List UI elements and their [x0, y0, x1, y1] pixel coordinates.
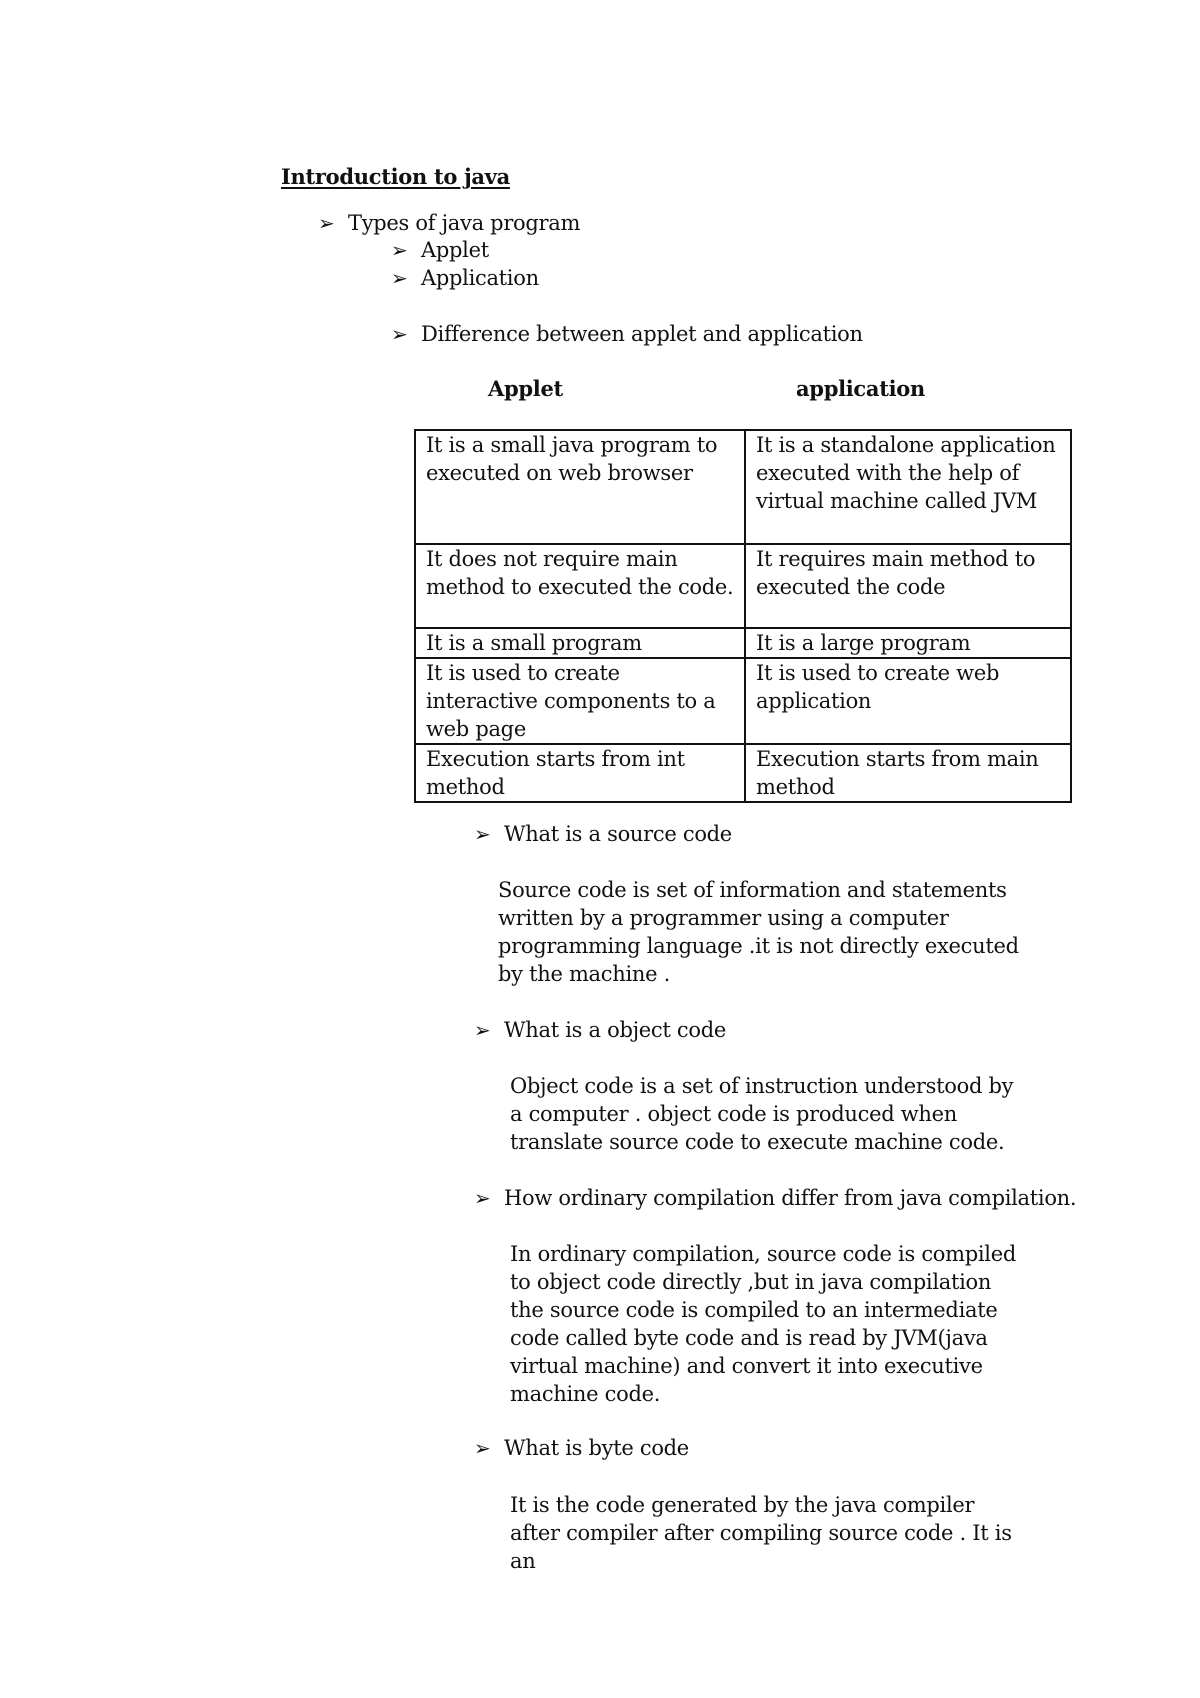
- table-row: [415, 628, 1071, 658]
- types-item-application: Application: [421, 266, 539, 290]
- types-heading: Types of java program: [348, 211, 581, 235]
- table-cell-applet: It does not require main method to executed the code.: [415, 544, 745, 628]
- source-code-body: Source code is set of information and statements written by a programmer using a computer programming language .it is not directly executed by the machine .: [498, 878, 1019, 986]
- table-cell-applet: It is used to create interactive components to a web page: [415, 658, 745, 744]
- source-code-heading: What is a source code: [504, 822, 732, 846]
- list-item-object-code: [474, 1016, 726, 1044]
- table-cell-applet: It is a small program: [415, 628, 745, 658]
- byte-code-body: It is the code generated by the java compiler after compiler after compiling source code . It is an: [510, 1493, 1012, 1573]
- list-item-types: [318, 209, 580, 237]
- arrow-bullet-icon: ➢: [391, 238, 408, 262]
- compilation-body: In ordinary compilation, source code is compiled to object code directly ,but in java compilation the source code is compiled to an intermediate code called byte code and is read by JVM(java virtual machine) and convert it into executive machine code.: [510, 1242, 1016, 1406]
- list-item-compilation: [474, 1184, 1076, 1212]
- list-item-source-code: [474, 820, 732, 848]
- table-cell-applet: It is a small java program to executed on web browser: [415, 430, 745, 544]
- arrow-bullet-icon: ➢: [391, 322, 408, 346]
- table-cell-application: It is a standalone application executed with the help of virtual machine called JVM: [745, 430, 1071, 544]
- list-item-applet: [391, 236, 489, 264]
- list-item-difference: [391, 320, 863, 348]
- arrow-bullet-icon: ➢: [474, 1186, 491, 1210]
- difference-table: [414, 429, 1072, 803]
- byte-code-heading: What is byte code: [504, 1436, 689, 1460]
- table-cell-application: Execution starts from main method: [745, 744, 1071, 802]
- difference-heading: Difference between applet and application: [421, 322, 863, 346]
- arrow-bullet-icon: ➢: [318, 211, 335, 235]
- compilation-heading: How ordinary compilation differ from java compilation.: [504, 1186, 1077, 1210]
- column-header-application: application: [796, 376, 925, 401]
- document-title: Introduction to java: [281, 164, 510, 189]
- list-item-application: [391, 264, 539, 292]
- column-header-applet: Applet: [488, 376, 563, 401]
- table-cell-application: It is used to create web application: [745, 658, 1071, 744]
- table-cell-application: It requires main method to executed the code: [745, 544, 1071, 628]
- arrow-bullet-icon: ➢: [391, 266, 408, 290]
- table-row: [415, 658, 1071, 744]
- table-row: [415, 744, 1071, 802]
- table-cell-application: It is a large program: [745, 628, 1071, 658]
- types-item-applet: Applet: [421, 238, 489, 262]
- arrow-bullet-icon: ➢: [474, 1436, 491, 1460]
- arrow-bullet-icon: ➢: [474, 822, 491, 846]
- object-code-body: Object code is a set of instruction understood by a computer . object code is produced when translate source code to execute machine code.: [510, 1074, 1014, 1154]
- list-item-byte-code: [474, 1434, 689, 1462]
- table-row: [415, 430, 1071, 544]
- arrow-bullet-icon: ➢: [474, 1018, 491, 1042]
- table-row: [415, 544, 1071, 628]
- table-cell-applet: Execution starts from int method: [415, 744, 745, 802]
- object-code-heading: What is a object code: [504, 1018, 726, 1042]
